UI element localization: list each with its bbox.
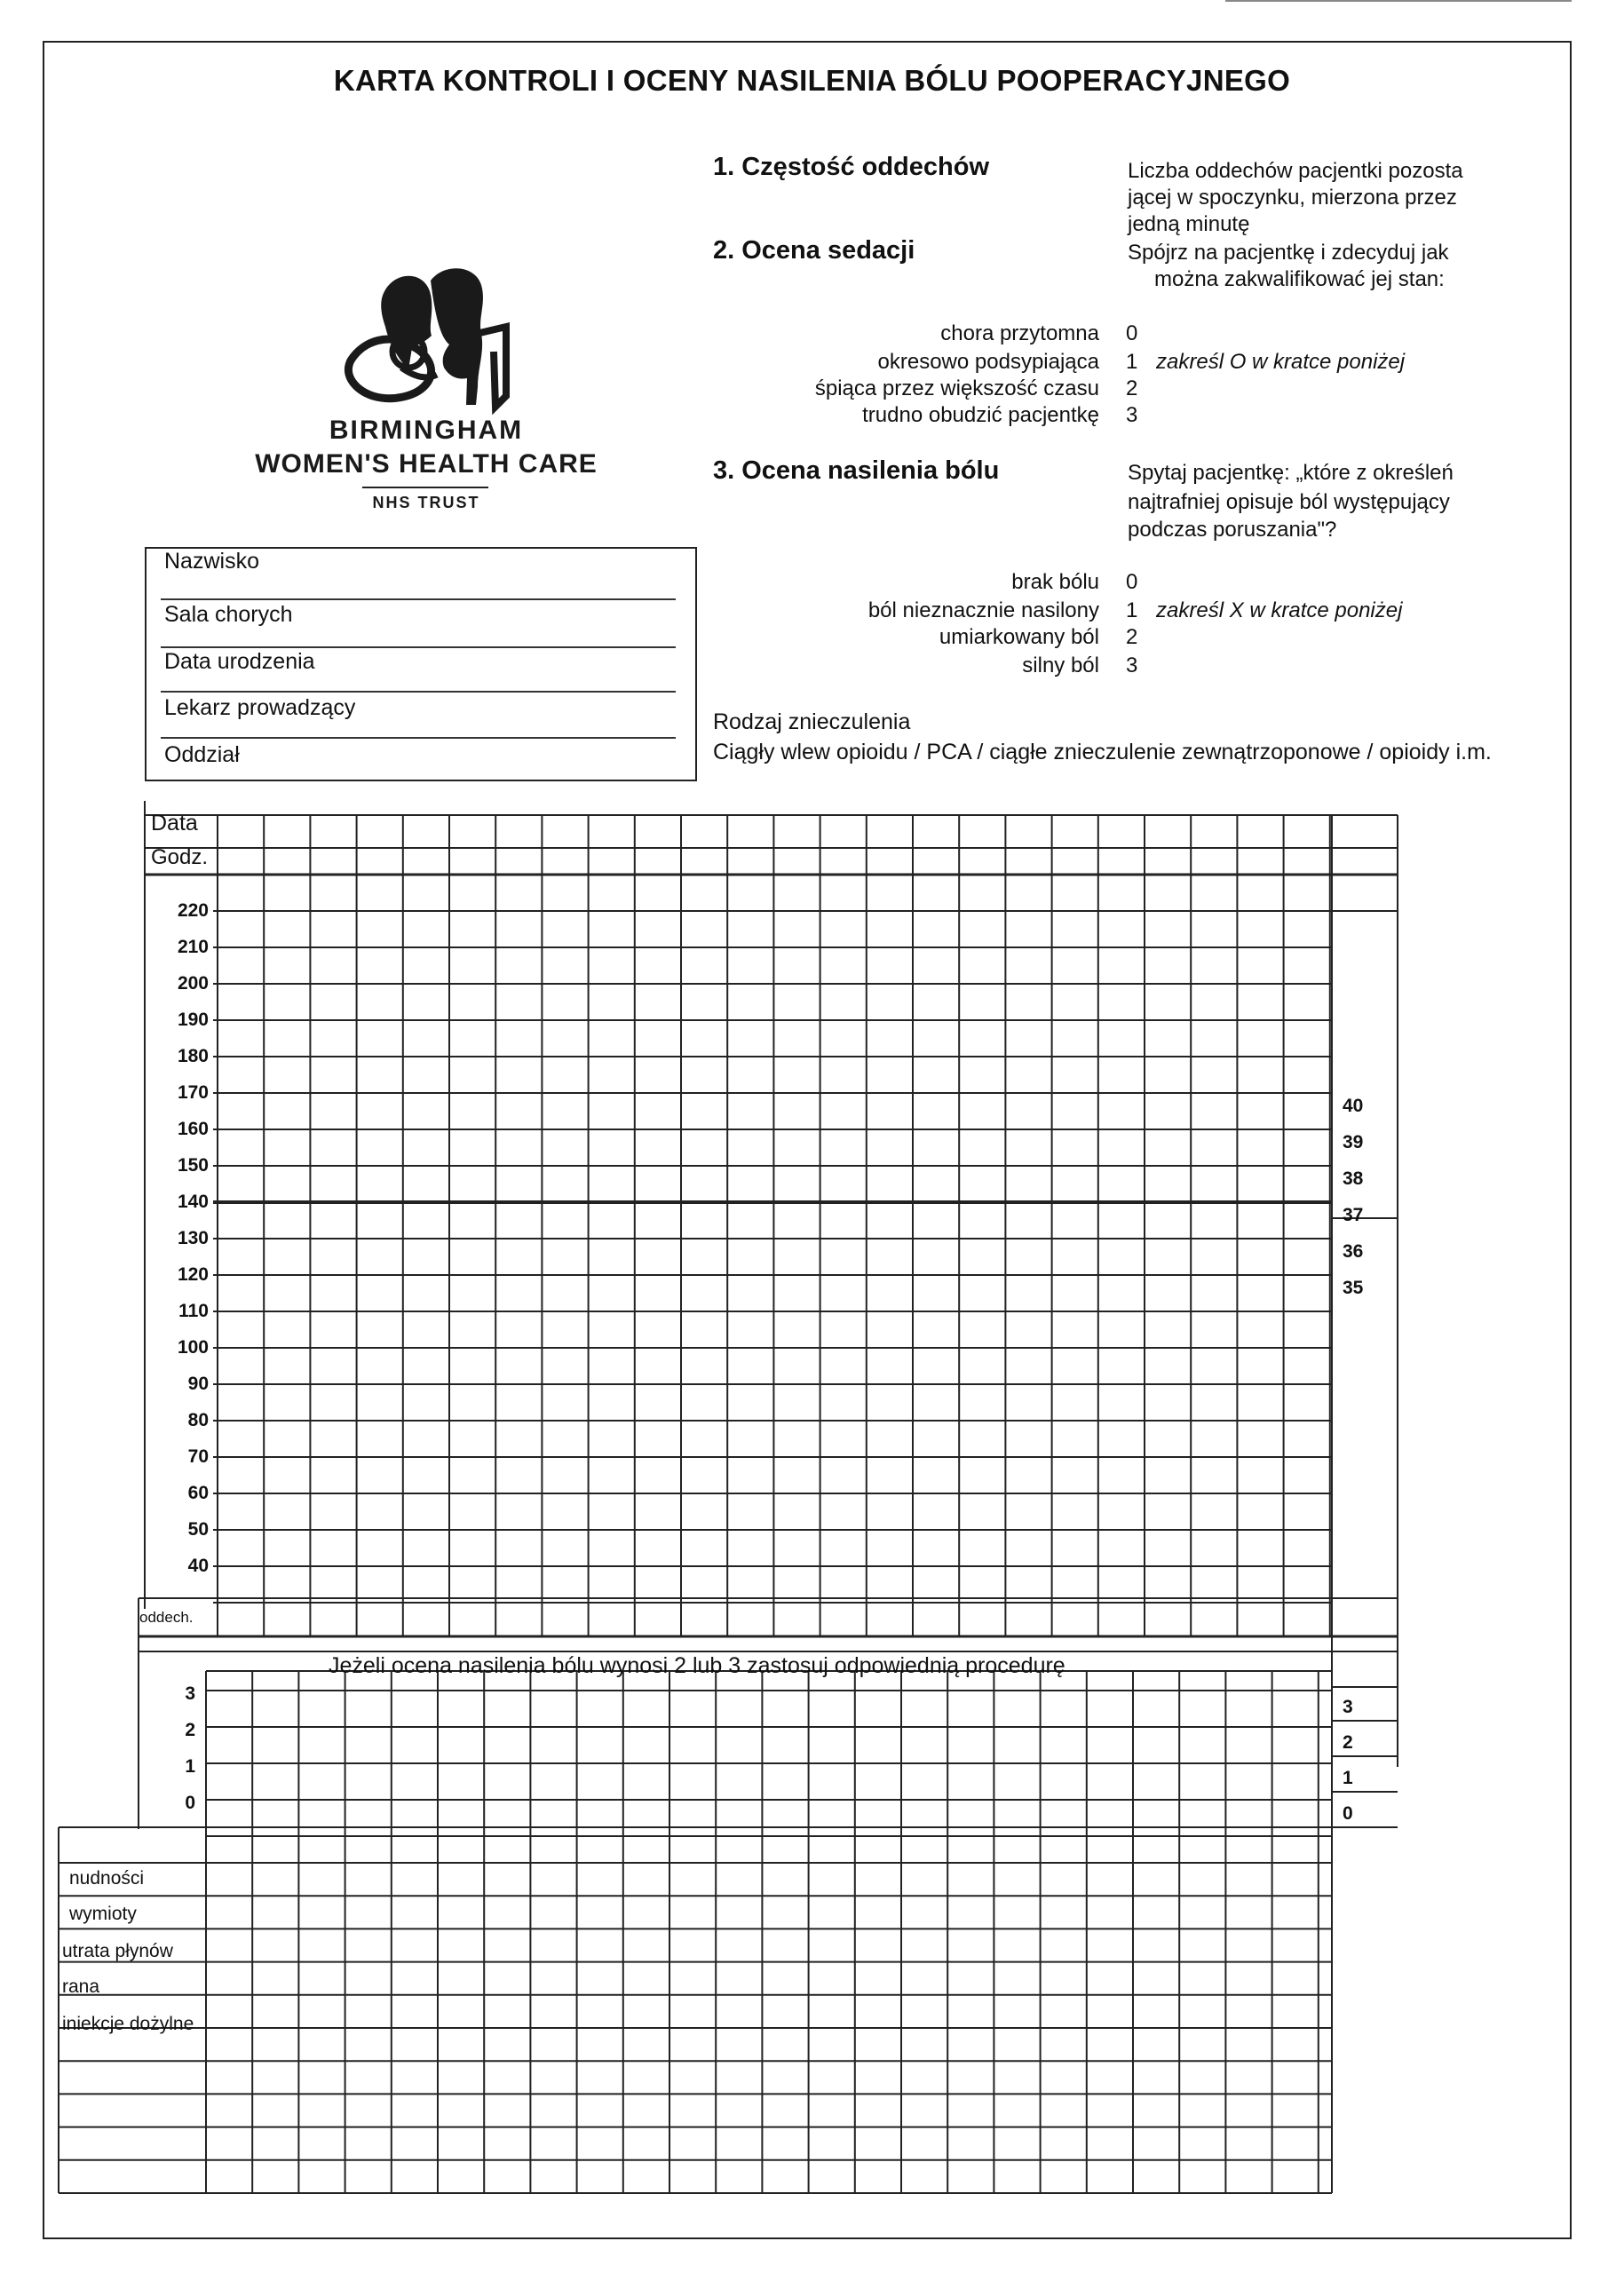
analgesia-options: Ciągły wlew opioidu / PCA / ciągłe znieczulenie zewnątrzoponowe / opioidy i.m. (713, 740, 1492, 764)
section-2-desc-2: można zakwalifikować jej stan: (1154, 267, 1445, 291)
sedation-level-0-label: chora przytomna (940, 321, 1099, 345)
pain-scale-left: 2 (185, 1720, 195, 1740)
scale-left-label: 170 (177, 1082, 209, 1103)
scale-left-label: 70 (187, 1446, 209, 1467)
scale-left-label: 120 (177, 1264, 209, 1285)
scale-right-label: 39 (1343, 1132, 1364, 1152)
pain-note: zakreśl X w kratce poniżej (1156, 598, 1403, 622)
field-sala[interactable]: Sala chorych (164, 602, 293, 627)
row-label-utrata-plynow: utrata płynów (62, 1941, 173, 1961)
section-1-desc-1: Liczba oddechów pacjentki pozosta (1128, 159, 1463, 183)
pain-scale-right: 3 (1343, 1697, 1353, 1717)
scale-left-label: 140 (177, 1192, 209, 1212)
scale-left-label: 90 (187, 1374, 209, 1394)
pain-level-0-label: brak bólu (1011, 570, 1099, 594)
pain-level-3-value: 3 (1126, 653, 1138, 677)
pain-level-3-label: silny ból (1022, 653, 1099, 677)
scale-left-label: 80 (187, 1410, 209, 1430)
pain-level-2-label: umiarkowany ból (939, 625, 1099, 649)
scale-left-label: 60 (187, 1483, 209, 1503)
row-label-wymioty: wymioty (69, 1904, 137, 1924)
scale-right-label: 37 (1343, 1205, 1364, 1225)
analgesia-label: Rodzaj znieczulenia (713, 709, 911, 734)
sedation-level-1-label: okresowo podsypiająca (877, 350, 1099, 374)
scale-left-label: 150 (177, 1155, 209, 1176)
scale-left-label: 50 (187, 1519, 209, 1540)
pain-scale-left: 1 (185, 1756, 195, 1777)
section-2-label: 2. Ocena sedacji (713, 236, 915, 265)
scale-left-label: 190 (177, 1010, 209, 1030)
breath-row-label: oddech. (139, 1609, 194, 1626)
section-2-desc-1: Spójrz na pacjentkę i zdecyduj jak (1128, 241, 1449, 265)
row-label-rana: rana (62, 1976, 100, 1997)
field-nazwisko[interactable]: Nazwisko (164, 549, 259, 574)
sedation-level-1-value: 1 (1126, 350, 1138, 374)
pain-scale-right: 2 (1343, 1732, 1353, 1753)
section-3-desc-3: podczas poruszania"? (1128, 518, 1337, 542)
sedation-level-3-label: trudno obudzić pacjentkę (862, 403, 1099, 427)
scale-left-label: 40 (187, 1556, 209, 1576)
sedation-level-0-value: 0 (1126, 321, 1138, 345)
scale-right-label: 38 (1343, 1168, 1364, 1189)
logo-line-1: BIRMINGHAM (329, 416, 524, 445)
pain-scale-left: 3 (185, 1683, 195, 1704)
section-3-label: 3. Ocena nasilenia bólu (713, 456, 1000, 485)
field-oddzial[interactable]: Oddział (164, 742, 240, 767)
section-1-desc-2: jącej w spoczynku, mierzona przez (1128, 186, 1457, 210)
sedation-note: zakreśl O w kratce poniżej (1156, 350, 1406, 374)
section-3-desc-2: najtrafniej opisuje ból występujący (1128, 490, 1450, 514)
form-title: KARTA KONTROLI I OCENY NASILENIA BÓLU POOPERACYJNEGO (333, 64, 1291, 97)
sedation-level-2-label: śpiąca przez większość czasu (814, 376, 1099, 400)
row-label-nudnosci: nudności (69, 1868, 145, 1889)
scale-left-label: 210 (177, 937, 209, 957)
section-3-desc-1: Spytaj pacjentkę: „które z określeń (1128, 461, 1454, 485)
pain-level-1-value: 1 (1126, 598, 1138, 622)
pain-level-2-value: 2 (1126, 625, 1138, 649)
pain-instruction: Jeżeli ocena nasilenia bólu wynosi 2 lub 3 zastosuj odpowiednią procedurę (329, 1653, 1066, 1678)
row-label-iniekcje: iniekcje dożylne (62, 2014, 194, 2034)
logo-line-3: NHS TRUST (372, 494, 480, 511)
scale-right-label: 40 (1343, 1096, 1364, 1116)
scale-left-label: 220 (177, 900, 209, 921)
pain-level-0-value: 0 (1126, 570, 1138, 594)
scale-left-label: 110 (178, 1301, 209, 1321)
sedation-level-3-value: 3 (1126, 403, 1138, 427)
scale-left-label: 180 (177, 1046, 209, 1066)
scale-left-label: 200 (177, 973, 209, 994)
pain-scale-left: 0 (185, 1793, 195, 1813)
pain-level-1-label: ból nieznacznie nasilony (867, 598, 1099, 622)
grid-header-godz: Godz. (151, 845, 209, 869)
pain-scale-right: 1 (1343, 1768, 1353, 1788)
field-data-urodzenia[interactable]: Data urodzenia (164, 649, 315, 674)
section-1-label: 1. Częstość oddechów (713, 153, 990, 181)
scale-left-label: 160 (177, 1119, 209, 1139)
scale-right-label: 36 (1343, 1241, 1364, 1262)
scale-left-label: 100 (177, 1337, 209, 1358)
logo-line-2: WOMEN'S HEALTH CARE (255, 449, 598, 479)
scale-right-label: 35 (1343, 1278, 1364, 1298)
sedation-level-2-value: 2 (1126, 376, 1138, 400)
pain-scale-right: 0 (1343, 1803, 1353, 1824)
scale-left-label: 130 (177, 1228, 209, 1248)
field-lekarz[interactable]: Lekarz prowadzący (164, 695, 356, 720)
section-1-desc-3: jedną minutę (1128, 212, 1250, 236)
grid-header-data: Data (151, 811, 198, 836)
